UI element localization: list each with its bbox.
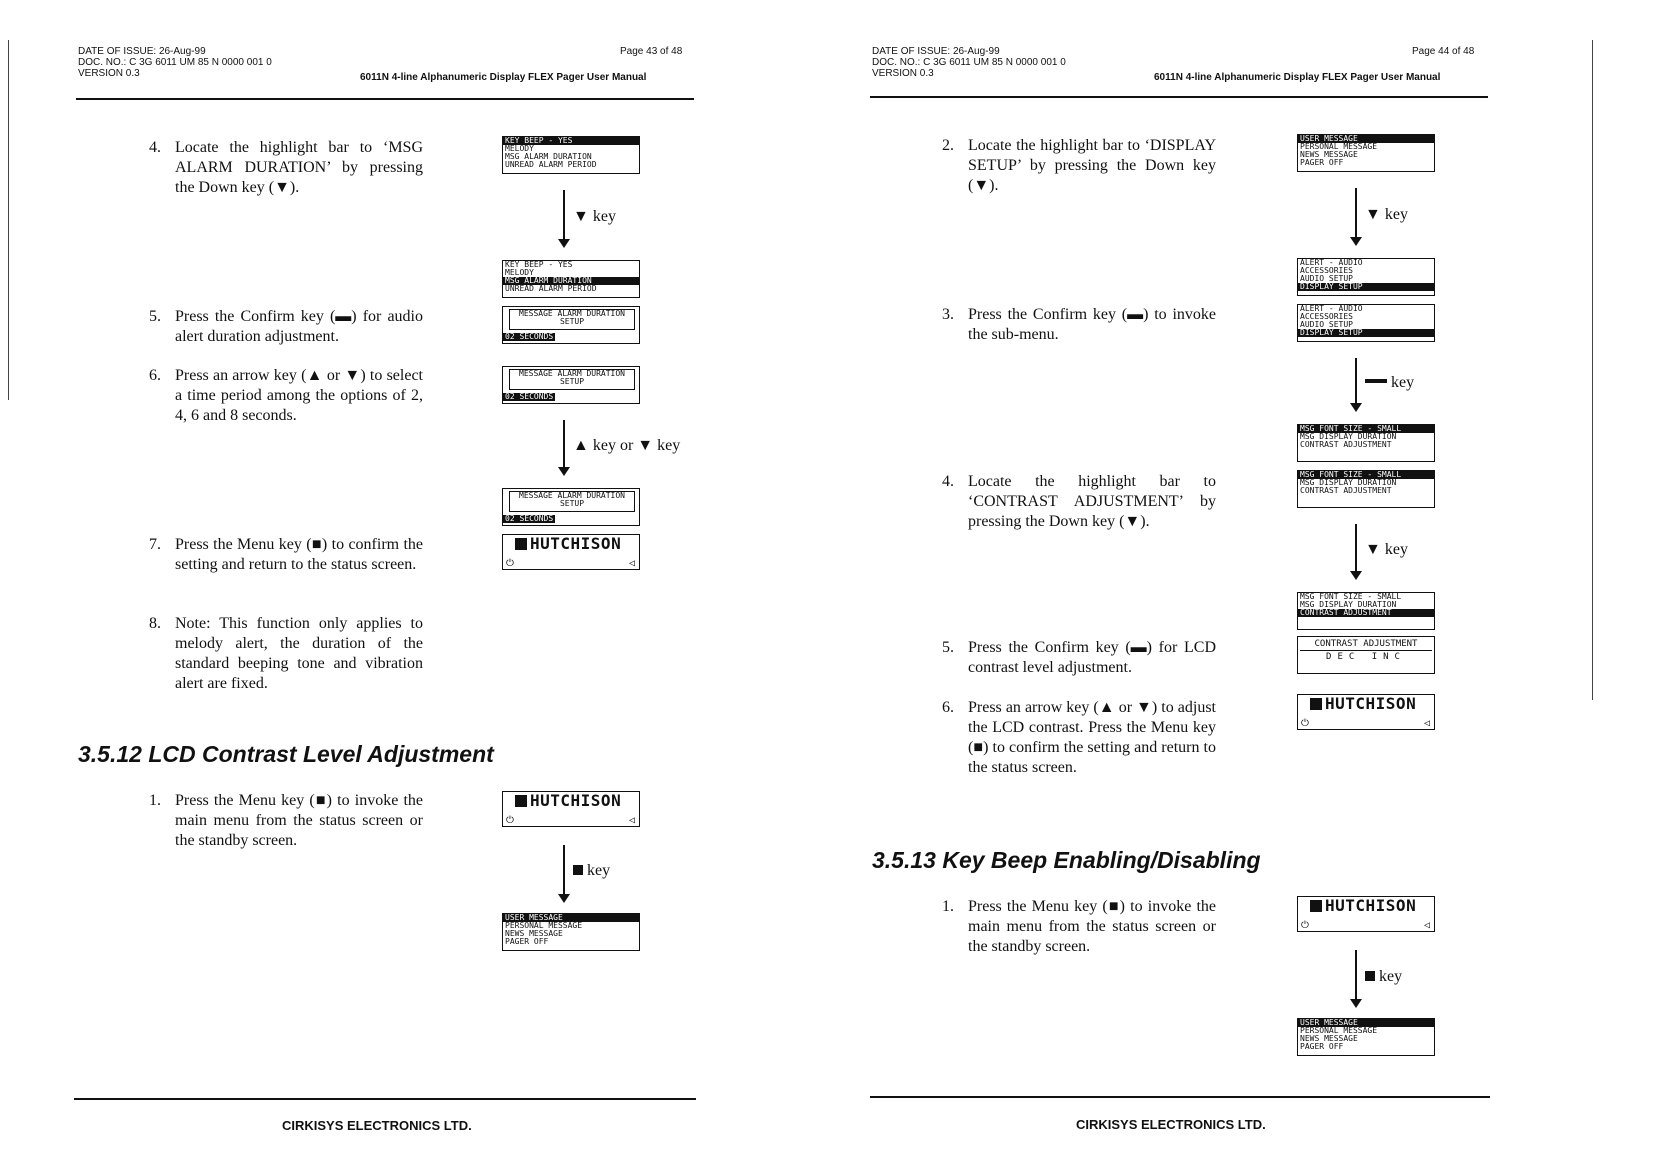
step-4	[149, 138, 423, 198]
key-label: key	[587, 862, 611, 879]
speaker-icon: ◁	[628, 558, 635, 569]
lcd-line: PAGER OFF	[1300, 158, 1344, 167]
doc-number: DOC. NO.: C 3G 6011 UM 85 N 0000 001 0	[78, 57, 272, 68]
setup-title: MESSAGE ALARM DURATION SETUP	[509, 369, 635, 390]
step-number: 1.	[942, 898, 954, 915]
footer-rule	[74, 1098, 696, 1100]
step-5	[942, 638, 1216, 678]
lcd-line: ALERT - AUDIO	[1300, 258, 1363, 267]
lcd-main-menu	[1297, 134, 1435, 172]
lcd-line: UNREAD ALARM PERIOD	[505, 284, 597, 293]
lcd-line: MELODY	[505, 144, 534, 153]
lcd-line: AUDIO SETUP	[1300, 274, 1353, 283]
power-icon: ⏻	[1301, 920, 1309, 931]
section-step-1	[149, 791, 423, 851]
footer-rule	[870, 1096, 1490, 1098]
down-arrow	[1355, 524, 1357, 572]
page-number: Page 44 of 48	[1412, 46, 1475, 57]
setup-title: MESSAGE ALARM DURATION SETUP	[509, 491, 635, 512]
step-5	[149, 307, 423, 347]
step-number: 4.	[942, 473, 954, 490]
lcd-line: MSG FONT SIZE - SMALL	[1298, 471, 1434, 479]
arrow-label: ▲ key or ▼ key	[573, 437, 681, 454]
lcd-line: USER MESSAGE	[1298, 135, 1434, 143]
lcd-main-menu	[1297, 1018, 1435, 1056]
lcd-line: PERSONAL MESSAGE	[1300, 142, 1378, 151]
lcd-line: ACCESSORIES	[1300, 312, 1353, 321]
contrast-keys: DEC INC	[1326, 652, 1406, 662]
setup-value: 02 SECONDS	[505, 514, 554, 523]
lcd-options-menu	[1297, 258, 1435, 296]
lcd-line: ALERT - AUDIO	[1300, 304, 1363, 313]
arrow-label: ▼ key	[573, 208, 616, 225]
lcd-line: MSG FONT SIZE - SMALL	[1298, 425, 1434, 433]
setup-title: MESSAGE ALARM DURATION SETUP	[509, 309, 635, 330]
lcd-line: CONTRAST ADJUSTMENT	[1298, 609, 1434, 617]
step-text: Locate the highlight bar to ‘CONTRAST ADJUSTMENT’ by pressing the Down key (▼).	[968, 473, 1216, 530]
up-down-arrow	[563, 420, 565, 468]
manual-title: 6011N 4-line Alphanumeric Display FLEX Pager User Manual	[1154, 72, 1441, 83]
footer-company: CIRKISYS ELECTRONICS LTD.	[1076, 1117, 1266, 1132]
lcd-line: MSG DISPLAY DURATION	[1300, 600, 1397, 609]
step-text: Press the Menu key (■) to confirm the setting and return to the status screen.	[175, 536, 423, 573]
lcd-alarm-duration-setup	[502, 306, 640, 344]
step-text: Press the Menu key (■) to invoke the main menu from the status screen or the standby screen.	[968, 898, 1216, 955]
key-label: key	[1391, 374, 1415, 391]
lcd-line: UNREAD ALARM PERIOD	[505, 160, 597, 169]
down-arrow	[563, 190, 565, 240]
doc-number: DOC. NO.: C 3G 6011 UM 85 N 0000 001 0	[872, 57, 1066, 68]
contrast-title: CONTRAST ADJUSTMENT	[1300, 640, 1432, 651]
header-meta	[78, 46, 272, 79]
lcd-line: NEWS MESSAGE	[1300, 1034, 1358, 1043]
menu-arrow	[563, 845, 565, 895]
key-label: key	[1379, 968, 1403, 985]
lcd-status-screen	[1297, 694, 1435, 730]
lcd-display-setup-highlighted	[1297, 592, 1435, 630]
lcd-line: DISPLAY SETUP	[1298, 283, 1434, 291]
logo-icon	[1310, 900, 1322, 912]
lcd-line: NEWS MESSAGE	[1300, 150, 1358, 159]
manual-title: 6011N 4-line Alphanumeric Display FLEX Pager User Manual	[360, 72, 647, 83]
key-label: key	[657, 437, 681, 454]
issue-date: DATE OF ISSUE: 26-Aug-99	[78, 46, 206, 57]
step-number: 8.	[149, 615, 161, 632]
logo-icon	[515, 795, 527, 807]
logo-icon	[1310, 698, 1322, 710]
step-text: Press the Menu key (■) to invoke the main menu from the status screen or the standby screen.	[175, 792, 423, 849]
step-text: Locate the highlight bar to ‘MSG ALARM DURATION’ by pressing the Down key (▼).	[175, 139, 423, 196]
step-number: 5.	[942, 639, 954, 656]
lcd-line: MSG ALARM DURATION	[505, 152, 592, 161]
lcd-line: AUDIO SETUP	[1300, 320, 1353, 329]
step-4	[942, 472, 1216, 532]
lcd-status-screen	[502, 791, 640, 827]
step-text: Press the Confirm key (▬) to invoke the sub-menu.	[968, 306, 1216, 343]
setup-value: 02 SECONDS	[505, 332, 554, 341]
status-brand	[1298, 695, 1434, 713]
lcd-main-menu	[502, 913, 640, 951]
lcd-options-menu	[1297, 304, 1435, 342]
section-title-3-5-12: 3.5.12 LCD Contrast Level Adjustment	[78, 741, 494, 767]
step-3	[942, 305, 1216, 345]
lcd-line: PERSONAL MESSAGE	[505, 921, 583, 930]
step-6	[149, 366, 423, 426]
step-number: 5.	[149, 308, 161, 325]
arrow-label: ▼ key	[1365, 541, 1408, 558]
speaker-icon: ◁	[1423, 718, 1430, 729]
lcd-display-setup	[1297, 470, 1435, 508]
step-text: Press an arrow key (▲ or ▼) to adjust the LCD contrast. Press the Menu key (■) to confirm the setting and return to the status screen.	[968, 699, 1216, 776]
page-number: Page 43 of 48	[620, 46, 683, 57]
lcd-line: KEY BEEP - YES	[503, 137, 639, 145]
step-text: Press the Confirm key (▬) for audio alert duration adjustment.	[175, 308, 423, 345]
status-brand	[1298, 897, 1434, 915]
key-label: key	[1384, 541, 1408, 558]
section-title-3-5-13: 3.5.13 Key Beep Enabling/Disabling	[872, 847, 1261, 873]
logo-icon	[515, 538, 527, 550]
key-label: key or	[592, 437, 634, 454]
step-text: Press the Confirm key (▬) for LCD contrast level adjustment.	[968, 639, 1216, 676]
lcd-contrast-adjustment	[1297, 636, 1435, 674]
speaker-icon: ◁	[628, 815, 635, 826]
menu-key-icon	[1365, 971, 1375, 981]
step-8-note	[149, 614, 423, 694]
arrow-label	[1365, 374, 1414, 392]
lcd-line: MSG DISPLAY DURATION	[1300, 432, 1397, 441]
brand-text: HUTCHISON	[530, 791, 622, 810]
down-arrow	[1355, 188, 1357, 238]
version: VERSION 0.3	[872, 68, 934, 79]
key-label: key	[592, 208, 616, 225]
step-number: 7.	[149, 536, 161, 553]
confirm-arrow	[1355, 358, 1357, 404]
footer-company: CIRKISYS ELECTRONICS LTD.	[282, 1118, 472, 1133]
arrow-label	[573, 862, 610, 880]
lcd-line: USER MESSAGE	[1298, 1019, 1434, 1027]
lcd-line: PERSONAL MESSAGE	[1300, 1026, 1378, 1035]
lcd-line: USER MESSAGE	[503, 914, 639, 922]
power-icon: ⏻	[506, 558, 514, 569]
step-number: 4.	[149, 139, 161, 156]
speaker-icon: ◁	[1423, 920, 1430, 931]
section-step-1	[942, 897, 1216, 957]
issue-date: DATE OF ISSUE: 26-Aug-99	[872, 46, 1000, 57]
step-number: 6.	[149, 367, 161, 384]
arrow-label	[1365, 968, 1402, 986]
power-icon: ⏻	[506, 815, 514, 826]
lcd-line: MSG FONT SIZE - SMALL	[1300, 592, 1402, 601]
step-text: Press an arrow key (▲ or ▼) to select a time period among the options of 2, 4, 6 and 8 seconds.	[175, 367, 423, 424]
lcd-line: CONTRAST ADJUSTMENT	[1300, 440, 1392, 449]
lcd-display-setup	[1297, 424, 1435, 462]
scan-edge	[1592, 40, 1593, 700]
status-brand	[503, 792, 639, 810]
lcd-line: MSG DISPLAY DURATION	[1300, 478, 1397, 487]
lcd-line: PAGER OFF	[505, 937, 549, 946]
brand-text: HUTCHISON	[1325, 694, 1417, 713]
status-brand	[503, 535, 639, 553]
step-text: Note: This function only applies to melody alert, the duration of the standard beeping tone and vibration alert are fixed.	[175, 615, 423, 692]
lcd-line: KEY BEEP - YES	[505, 260, 573, 269]
brand-text: HUTCHISON	[530, 534, 622, 553]
lcd-line: CONTRAST ADJUSTMENT	[1300, 486, 1392, 495]
lcd-alarm-duration-setup	[502, 366, 640, 404]
confirm-key-icon	[1365, 379, 1387, 383]
lcd-settings-menu	[502, 136, 640, 174]
lcd-status-screen	[1297, 896, 1435, 932]
lcd-line: MELODY	[505, 268, 534, 277]
right-page	[828, 0, 1656, 1174]
lcd-line: ACCESSORIES	[1300, 266, 1353, 275]
menu-arrow	[1355, 950, 1357, 1000]
step-number: 6.	[942, 699, 954, 716]
header-meta	[872, 46, 1066, 79]
lcd-line: PAGER OFF	[1300, 1042, 1344, 1051]
lcd-settings-menu-highlighted	[502, 260, 640, 298]
setup-value: 02 SECONDS	[505, 392, 554, 401]
key-label: key	[1384, 206, 1408, 223]
step-number: 1.	[149, 792, 161, 809]
arrow-label: ▼ key	[1365, 206, 1408, 223]
step-text: Locate the highlight bar to ‘DISPLAY SETUP’ by pressing the Down key (▼).	[968, 137, 1216, 194]
header-rule	[76, 98, 694, 100]
power-icon: ⏻	[1301, 718, 1309, 729]
brand-text: HUTCHISON	[1325, 896, 1417, 915]
lcd-line: NEWS MESSAGE	[505, 929, 563, 938]
header-rule	[870, 96, 1488, 98]
lcd-alarm-duration-setup	[502, 488, 640, 526]
lcd-line: DISPLAY SETUP	[1298, 329, 1434, 337]
step-6	[942, 698, 1216, 778]
menu-key-icon	[573, 865, 583, 875]
step-number: 2.	[942, 137, 954, 154]
step-number: 3.	[942, 306, 954, 323]
scan-edge	[8, 40, 9, 400]
step-7	[149, 535, 423, 575]
lcd-status-screen	[502, 534, 640, 570]
lcd-line: MSG ALARM DURATION	[503, 277, 639, 285]
step-2	[942, 136, 1216, 196]
version: VERSION 0.3	[78, 68, 140, 79]
